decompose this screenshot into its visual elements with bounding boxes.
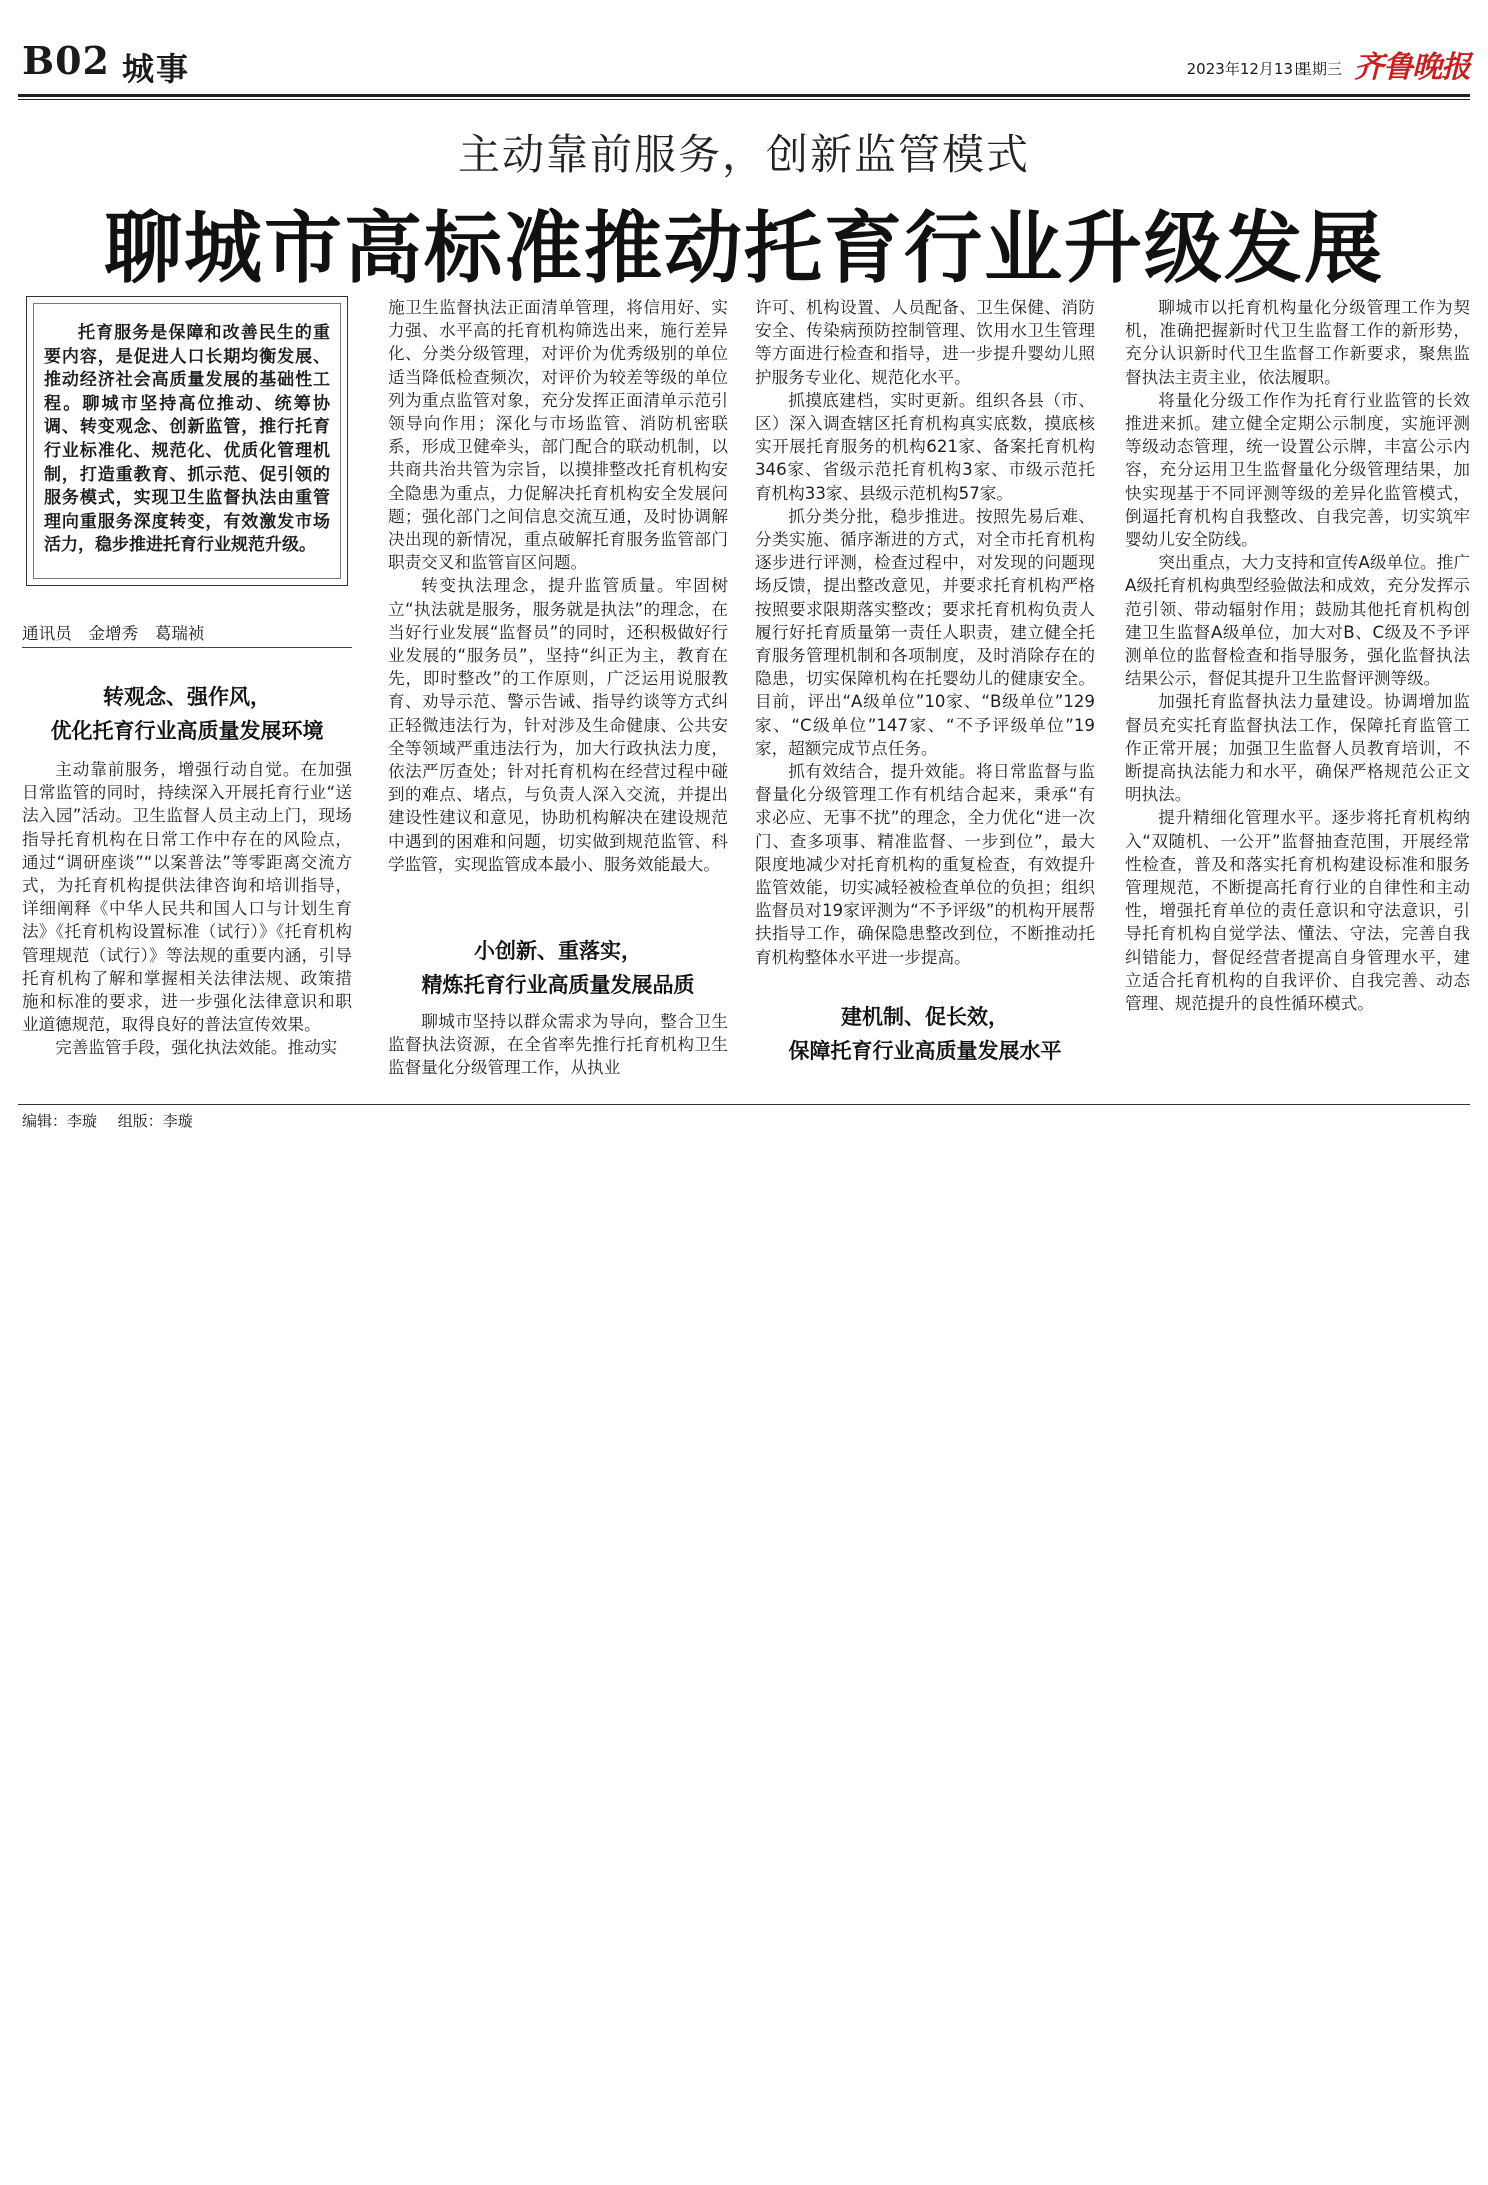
paragraph: 完善监管手段，强化执法效能。推动实	[55, 1038, 338, 1058]
issue-date: 2023年12月13日	[1186, 60, 1308, 78]
paragraph: 抓有效结合，提升效能。将日常监督与监督量化分级管理工作有机结合起来，秉承“有求必应、无事不扰”的理念，全力优化“进一次门、查多项事、精准监督、一步到位”，最大限度地减少对托育机构的重复检查，有效提升监管效能，切实减轻被检查单位的负担；组织监督员对19家评测为“不予评级”的机构开展帮扶指导工作，确保隐患整改到位，不断推动托育机构整体水平进一步提高。	[755, 762, 1095, 967]
column-4-body	[1125, 296, 1470, 1015]
paragraph: 许可、机构设置、人员配备、卫生保健、消防安全、传染病预防控制管理、饮用水卫生管理等方面进行检查和指导，进一步提升婴幼儿照护服务专业化、规范化水平。	[755, 298, 1095, 387]
page-header	[18, 38, 1470, 94]
column-2-body-b	[388, 1010, 728, 1080]
footer-rule	[18, 1104, 1470, 1105]
paragraph: 抓摸底建档，实时更新。组织各县（市、区）深入调查辖区托育机构真实底数，摸底核实开展托育服务的机构621家、备案托育机构346家、省级示范托育机构3家、市级示范托育机构33家、县级示范机构57家。	[755, 390, 1095, 503]
paragraph: 聊城市坚持以群众需求为导向，整合卫生监督执法资源，在全省率先推行托育机构卫生监督量化分级管理工作，从执业	[388, 1012, 728, 1078]
paragraph: 主动靠前服务，增强行动自觉。在加强日常监管的同时，持续深入开展托育行业“送法入园”活动。卫生监督人员主动上门，现场指导托育机构在日常工作中存在的风险点，通过“调研座谈”“以案普法”等零距离交流方式，为托育机构提供法律咨询和培训指导，详细阐释《中华人民共和国人口与计划生育法》《托育机构设置标准（试行）》《托育机构管理规范（试行）》等法规的重要内涵，引导托育机构了解和掌握相关法律法规、政策措施和标准的要求，进一步强化法律意识和职业道德规范，取得良好的普法宣传效果。	[22, 760, 352, 1035]
paragraph: 将量化分级工作作为托育行业监管的长效推进来抓。建立健全定期公示制度，实施评测等级动态管理，统一设置公示牌，丰富公示内容，充分运用卫生监督量化分级管理结果，加快实现基于不同评测等级的差异化监管模式，倒逼托育机构自我整改、自我完善，切实筑牢婴幼儿安全防线。	[1125, 390, 1470, 550]
section-title: 城事	[122, 50, 191, 88]
lead-paragraph: 托育服务是保障和改善民生的重要内容，是促进人口长期均衡发展、推动经济社会高质量发展的基础性工程。聊城市坚持高位推动、统筹协调、转变观念、创新监管，推行托育行业标准化、规范化、优质化管理机制，打造重教育、抓示范、促引领的服务模式，实现卫生监督执法由重管理向重服务深度转变，有效激发市场活力，稳步推进托育行业规范升级。	[44, 323, 330, 556]
article-lead	[44, 322, 330, 558]
subheading-3-line-1: 建机制、促长效，	[841, 1004, 1009, 1029]
subheading-2-line-1: 小创新、重落实，	[474, 938, 642, 963]
subheading-1-line-2: 优化托育行业高质量发展环境	[50, 718, 324, 743]
paragraph: 突出重点，大力支持和宣传A级单位。推广A级托育机构典型经验做法和成效，充分发挥示范引领、带动辐射作用；鼓励其他托育机构创建卫生监督A级单位，加大对B、C级及不予评测单位的监督检查和指导服务，强化监督执法结果公示，督促其提升卫生监督评测等级。	[1125, 553, 1470, 689]
newspaper-logo: 齐鲁晚报	[1354, 50, 1470, 85]
paragraph: 提升精细化管理水平。逐步将托育机构纳入“双随机、一公开”监督抽查范围，开展经常性检查，普及和落实托育机构建设标准和服务管理规范，不断提高托育行业的自律性和主动性，增强托育单位的责任意识和守法意识，引导托育机构自觉学法、懂法、守法，完善自我纠错能力，督促经营者提高自身管理水平，建立适合托育机构的自我评价、自我完善、动态管理、规范提升的良性循环模式。	[1125, 808, 1470, 1014]
byline-rule	[22, 647, 352, 648]
header-rule	[18, 94, 1470, 97]
page-number: B02	[22, 38, 110, 83]
column-1-body	[22, 758, 352, 1060]
header-rule-thin	[18, 99, 1470, 100]
subheading-3-line-2: 保障托育行业高质量发展水平	[788, 1038, 1062, 1063]
column-2-body	[388, 296, 728, 876]
paragraph: 聊城市以托育机构量化分级管理工作为契机，准确把握新时代卫生监督工作的新形势，充分认识新时代卫生监督工作新要求，聚焦监督执法主责主业，依法履职。	[1125, 298, 1470, 387]
layout-credit: 组版：李璇	[117, 1112, 193, 1130]
paragraph: 施卫生监督执法正面清单管理，将信用好、实力强、水平高的托育机构筛选出来，施行差异化、分类分级管理，对评价为优秀级别的单位适当降低检查频次，对评价为较差等级的单位列为重点监管对象，充分发挥正面清单示范引领导向作用；深化与市场监管、消防机密联系，形成卫健牵头，部门配合的联动机制，以共商共治共管为宗旨，以摸排整改托育机构安全隐患为重点，力促解决托育机构安全发展问题；强化部门之间信息交流互通，及时协调解决出现的新情况，重点破解托育服务监管部门职责交叉和监管盲区问题。	[388, 298, 728, 573]
subheading-1	[22, 680, 352, 748]
paragraph: 转变执法理念，提升监管质量。牢固树立“执法就是服务，服务就是执法”的理念，在当好行业发展“监督员”的同时，还积极做好行业发展的“服务员”，坚持“纠正为主，教育在先，即时整改”的工作原则，广泛运用说服教育、劝导示范、警示告诫、指导约谈等方式纠正轻微违法行为，针对涉及生命健康、公共安全等领域严重违法行为，加大行政执法力度，依法严厉查处；针对托育机构在经营过程中碰到的难点、堵点，与负责人深入交流，并提出建设性建议和意见，协助机构解决在建设规范中遇到的困难和问题，切实做到规范监管、科学监管，实现监管成本最小、服务效能最大。	[388, 576, 728, 874]
subheading-3	[755, 1000, 1095, 1068]
editor-credit: 编辑：李璇	[22, 1112, 98, 1130]
byline: 通讯员 金增秀 葛瑞祯	[22, 624, 205, 643]
subheading-2	[388, 934, 728, 1002]
paragraph: 加强托育监督执法力量建设。协调增加监督员充实托育监督执法工作，保障托育监管工作正常开展；加强卫生监督人员教育培训，不断提高执法能力和水平，确保严格规范公正文明执法。	[1125, 692, 1470, 805]
page-footer	[22, 1110, 209, 1131]
article-kicker: 主动靠前服务，创新监管模式	[457, 130, 1030, 179]
subheading-1-line-1: 转观念、强作风，	[103, 684, 271, 709]
column-3-body	[755, 296, 1095, 969]
article-headline: 聊城市高标准推动托育行业升级发展	[103, 203, 1384, 294]
subheading-2-line-2: 精炼托育行业高质量发展品质	[421, 972, 695, 997]
paragraph: 抓分类分批，稳步推进。按照先易后难、分类实施、循序渐进的方式，对全市托育机构逐步进行评测，检查过程中，对发现的问题现场反馈，提出整改意见，并要求托育机构严格按照要求限期落实整改；要求托育机构负责人履行好托育质量第一责任人职责，建立健全托育服务管理机制和各项制度，及时消除存在的隐患，切实保障机构在托婴幼儿的健康安全。目前，评出“A级单位”10家、“B级单位”129家、“C级单位”147家、“不予评级单位”19家，超额完成节点任务。	[755, 506, 1095, 758]
issue-weekday: 星期三	[1296, 60, 1342, 78]
